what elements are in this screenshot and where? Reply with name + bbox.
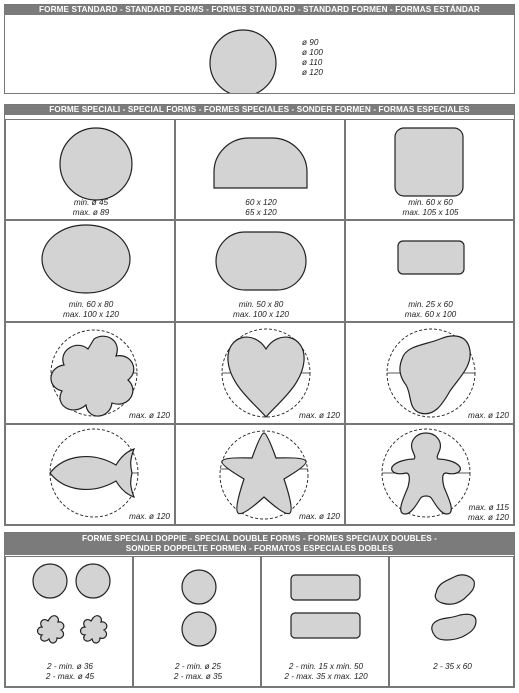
diameter-100: ø 100 <box>302 48 323 57</box>
special-cell-free-form <box>345 322 514 424</box>
diameter-110: ø 110 <box>302 58 323 67</box>
square-caption: min. 60 x 60 max. 105 x 105 <box>402 198 459 217</box>
flower-shape <box>6 323 176 425</box>
double-rectangles-caption: 2 - min. 15 x min. 50 2 - max. 35 x max. 120 <box>284 662 368 681</box>
double-circles-flowers-caption: 2 - min. ø 36 2 - max. ø 45 <box>45 662 95 681</box>
special-cell-half-round <box>175 119 345 220</box>
flower-caption: max. ø 120 <box>129 411 170 420</box>
special-cell-star <box>175 424 345 525</box>
double-forms-section <box>4 532 515 688</box>
star-caption: max. ø 120 <box>299 512 340 521</box>
rectangle-caption: min. 25 x 60 max. 60 x 100 <box>404 300 457 319</box>
double-cell-circles-flowers <box>5 556 133 687</box>
special-forms-header: FORME SPECIALI - SPECIAL FORMS - FORMES SPECIALES - SONDER FORMEN - FORMAS ESPECIALES <box>5 105 514 115</box>
fish-shape <box>6 425 176 526</box>
special-cell-rounded-oblong <box>175 220 345 322</box>
double-forms-header-line2: SONDER DOPPELTE FORMEN - FORMATOS ESPECIALES DOBLES <box>125 544 394 553</box>
special-cell-square <box>345 119 514 220</box>
star-shape <box>176 425 346 526</box>
special-cell-gingerbread-man <box>345 424 514 525</box>
standard-forms-header: FORME STANDARD - STANDARD FORMS - FORMES STANDARD - STANDARD FORMEN - FORMAS ESTÁNDAR <box>5 5 514 15</box>
double-forms-header <box>5 533 514 555</box>
double-forms-header-line1: FORME SPECIALI DOPPIE - SPECIAL DOUBLE FORMS - FORMES SPECIAUX DOUBLES - <box>81 534 438 543</box>
diameter-120: ø 120 <box>302 68 323 77</box>
half-round-caption: 60 x 120 65 x 120 <box>245 198 277 217</box>
circle-caption: min. ø 45 max. ø 89 <box>72 198 110 217</box>
double-cell-rectangles <box>261 556 389 687</box>
double-circles-caption: 2 - min. ø 25 2 - max. ø 35 <box>173 662 223 681</box>
double-cell-free-form <box>389 556 514 687</box>
rounded-oblong-caption: min. 50 x 80 max. 100 x 120 <box>233 300 289 319</box>
gingerbread-man-caption: max. ø 115 max. ø 120 <box>468 503 509 522</box>
special-cell-circle <box>5 119 175 220</box>
standard-diameter-list <box>302 38 323 78</box>
heart-shape <box>176 323 346 425</box>
diameter-90: ø 90 <box>302 38 319 47</box>
special-forms-section <box>4 104 515 526</box>
standard-forms-section <box>4 4 515 94</box>
free-form-shape <box>346 323 515 425</box>
special-cell-rectangle <box>345 220 514 322</box>
double-free-form-caption: 2 - 35 x 60 <box>433 662 472 671</box>
double-cell-circles <box>133 556 261 687</box>
standard-circle-shape <box>5 15 514 93</box>
special-cell-oval <box>5 220 175 322</box>
special-cell-heart <box>175 322 345 424</box>
special-cell-flower <box>5 322 175 424</box>
heart-caption: max. ø 120 <box>299 411 340 420</box>
free-form-caption: max. ø 120 <box>468 411 509 420</box>
fish-caption: max. ø 120 <box>129 512 170 521</box>
special-cell-fish <box>5 424 175 525</box>
oval-caption: min. 60 x 80 max. 100 x 120 <box>63 300 119 319</box>
